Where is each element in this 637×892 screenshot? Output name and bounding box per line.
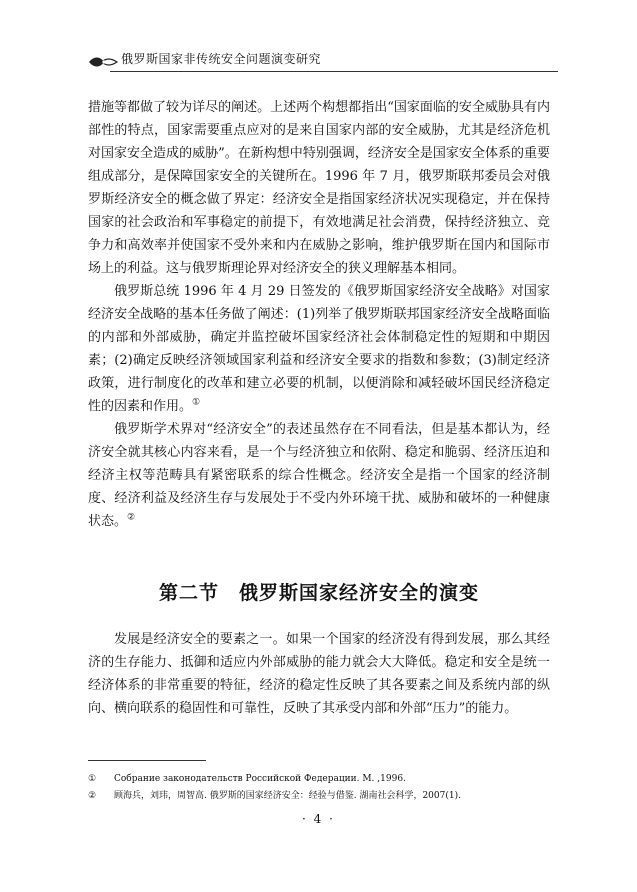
footnotes — [88, 771, 558, 805]
paragraph — [88, 280, 550, 418]
footnote-number: ① — [88, 774, 97, 784]
paragraph-text: 俄罗斯总统 1996 年 4 月 29 日签发的《俄罗斯国家经济安全战略》对国家经济安全战略的基本任务做了阐述：(1)列举了俄罗斯联邦国家经济安全战略面临的内部和外部威胁，确定并监控破坏国家经济社会体制稳定性的短期和中期因素；(2)确定反映经济领域国家利益和经济安全要求的指数和参数；(3)制定经济政策，进行制度化的改革和建立必要的机制，以便消除和减轻破坏国民经济稳定性的因素和作用。 — [88, 284, 550, 414]
running-title: 俄罗斯国家非传统安全问题演变研究 — [121, 52, 322, 66]
page-number: · 4 · — [302, 812, 335, 826]
section-heading: 第二节 俄罗斯国家经济安全的演变 — [158, 582, 479, 604]
running-header — [88, 44, 558, 78]
header-rule — [110, 71, 558, 72]
paragraph — [88, 418, 550, 533]
paragraph-text: 措施等都做了较为详尽的阐述。上述两个构想都指出“国家面临的安全威胁具有内部性的特点，国家需要重点应对的是来自国家内部的安全威胁，尤其是经济危机对国家安全造成的威胁”。在新构想中特别强调，经济安全是国家安全体系的重要组成部分，是保障国家安全的关键所在。1996 年 7 月，俄罗斯联邦委员会对俄罗斯经济安全的概念做了界定：经济安全是指国家经济状况实现稳定，并在保持国家的社会政治和军事稳定的前提下，有效地满足社会消费，保持经济独立、竞争力和高效率并使国家不受外来和内在威胁之影响，维护俄罗斯在国内和国际市场上的利益。这与俄罗斯理论界对经济安全的狭义理解基本相同。 — [88, 100, 550, 276]
footnote — [88, 771, 558, 788]
footnote-text: Собрание законодательств Российской Федерации. М. ,1996. — [114, 774, 406, 784]
paragraph-text: 俄罗斯学术界对“经济安全”的表述虽然存在不同看法，但是基本都认为，经济安全就其核心内容来看，是一个与经济独立和依附、稳定和脆弱、经济压迫和经济主权等范畴具有紧密联系的综合性概念。经济安全是指一个国家的经济制度、经济利益及经济生存与发展处于不受内外环境干扰、威胁和破坏的一种健康状态。 — [88, 422, 550, 529]
footnote-marker[interactable]: ① — [192, 397, 201, 408]
paragraph — [88, 96, 550, 280]
footnote-rule — [88, 760, 206, 761]
footnote-marker[interactable]: ② — [127, 512, 136, 523]
footnote-text: 顾海兵，刘玮，周智高. 俄罗斯的国家经济安全：经验与借鉴. 湖南社会科学，2007(1). — [114, 791, 461, 801]
body-text — [88, 96, 550, 533]
footnote — [88, 788, 558, 805]
footnote-number: ② — [88, 791, 97, 801]
body-text — [88, 628, 550, 720]
paragraph-text: 发展是经济安全的要素之一。如果一个国家的经济没有得到发展，那么其经济的生存能力、抵御和适应内外部威胁的能力就会大大降低。稳定和安全是统一经济体系的非常重要的特征，经济的稳定性反映了其各要素之间及系统内部的纵向、横向联系的稳固性和可靠性，反映了其承受内部和外部“压力”的能力。 — [88, 632, 550, 716]
paragraph — [88, 628, 550, 720]
